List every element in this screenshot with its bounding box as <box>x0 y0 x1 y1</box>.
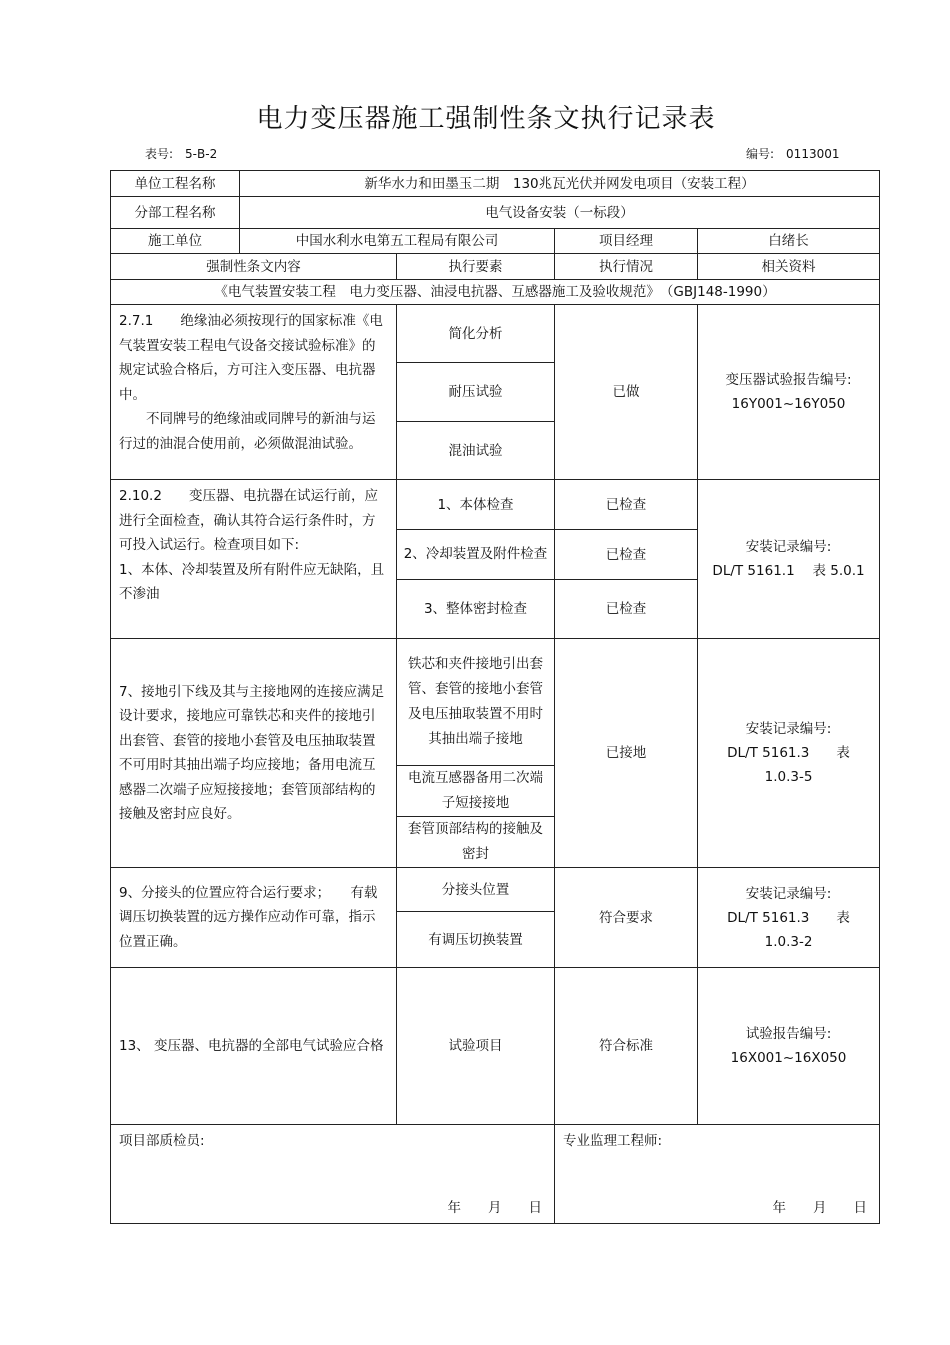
section-1-text-b: 不同牌号的绝缘油或同牌号的新油与运行过的油混合使用前，必须做混油试验。 <box>119 411 376 452</box>
supervisor-label: 专业监理工程师: <box>563 1133 663 1149</box>
supervisor-signature-cell <box>555 1125 880 1224</box>
section-1-text-a: 2.7.1 绝缘油必须按现行的国家标准《电气装置安装工程电气设备交接试验标准》的规定试验合格后，方可注入变压器、电抗器中。 <box>119 313 383 403</box>
row-contractor <box>111 229 880 254</box>
section-1-element-2: 耐压试验 <box>397 363 555 422</box>
section-1-doc-a: 变压器试验报告编号: <box>725 372 852 388</box>
section-1-docs <box>698 305 880 480</box>
qc-date: 年 月 日 <box>447 1200 542 1216</box>
unit-project-label: 单位工程名称 <box>111 171 240 197</box>
section-2-status-3: 已检查 <box>555 580 698 639</box>
section-2-doc-a: 安装记录编号: <box>745 539 832 555</box>
record-table <box>110 170 880 1224</box>
section-1-element-3: 混油试验 <box>397 422 555 480</box>
project-manager-label: 项目经理 <box>555 229 698 254</box>
row-unit-project <box>111 171 880 197</box>
section-2-status-2: 已检查 <box>555 530 698 580</box>
section-4-element-2: 有调压切换装置 <box>397 912 555 968</box>
header-docs: 相关资料 <box>698 254 880 280</box>
section-2-element-2: 2、冷却装置及附件检查 <box>397 530 555 580</box>
section-2-element-3: 3、整体密封检查 <box>397 580 555 639</box>
section-2-element-1: 1、本体检查 <box>397 480 555 530</box>
section-1-element-1: 简化分析 <box>397 305 555 363</box>
section-4-doc-c: 1.0.3-2 <box>764 933 813 950</box>
section-4-doc-b: DL/T 5161.3 表 <box>727 909 850 926</box>
section-2-text <box>111 480 397 639</box>
qc-inspector-label: 项目部质检员: <box>119 1133 205 1149</box>
section-5-doc-b: 16X001~16X050 <box>730 1050 847 1066</box>
serial-number-value: 0113001 <box>786 147 840 161</box>
qc-signature-cell <box>111 1125 397 1224</box>
section-5-row <box>111 968 880 1125</box>
section-3-element-3: 套管顶部结构的接触及密封 <box>397 817 555 868</box>
sub-project-value: 电气设备安装（一标段） <box>240 197 880 229</box>
header-elements: 执行要素 <box>397 254 555 280</box>
header-status: 执行情况 <box>555 254 698 280</box>
section-1-row <box>111 305 880 363</box>
section-3-element-1: 铁芯和夹件接地引出套管、套管的接地小套管及电压抽取装置不用时其抽出端子接地 <box>397 639 555 766</box>
supervisor-date: 年 月 日 <box>772 1200 868 1216</box>
section-2-docs <box>698 480 880 639</box>
section-3-doc-b: DL/T 5161.3 表 <box>727 745 850 761</box>
section-3-status: 已接地 <box>555 639 698 868</box>
contractor-label: 施工单位 <box>111 229 240 254</box>
section-4-docs <box>698 868 880 968</box>
section-5-status: 符合标准 <box>555 968 698 1125</box>
section-4-status: 符合要求 <box>555 868 698 968</box>
section-1-text <box>111 305 397 480</box>
row-standard <box>111 280 880 305</box>
signature-row <box>111 1125 880 1224</box>
page-title: 电力变压器施工强制性条文执行记录表 <box>256 104 716 134</box>
serial-number-label: 编号: <box>746 147 775 161</box>
section-3-doc-c: 1.0.3-5 <box>764 769 813 785</box>
section-5-element: 试验项目 <box>397 968 555 1125</box>
form-number-label: 表号: <box>145 147 174 161</box>
section-5-docs <box>698 968 880 1125</box>
section-4-element-1: 分接头位置 <box>397 868 555 912</box>
header-content: 强制性条文内容 <box>111 254 397 280</box>
section-2-text-b: 1、本体、冷却装置及所有附件应无缺陷，且不渗油 <box>119 561 385 602</box>
section-4-row <box>111 868 880 912</box>
section-2-status-1: 已检查 <box>555 480 698 530</box>
contractor-value: 中国水利水电第五工程局有限公司 <box>240 229 555 254</box>
section-3-element-2: 电流互感器备用二次端子短接接地 <box>397 766 555 817</box>
sub-project-label: 分部工程名称 <box>111 197 240 229</box>
row-sub-project <box>111 197 880 229</box>
standard-reference: 《电气装置安装工程 电力变压器、油浸电抗器、互感器施工及验收规范》 （GBJ148-1990） <box>111 280 880 305</box>
section-5-text: 13、 变压器、电抗器的全部电气试验应合格 <box>111 968 397 1125</box>
qc-date-cell <box>397 1125 555 1224</box>
project-manager-value: 白绪长 <box>698 229 880 254</box>
section-4-text: 9、分接头的位置应符合运行要求； 有载调压切换装置的远方操作应动作可靠，指示位置正确。 <box>111 868 397 968</box>
section-2-doc-b: DL/T 5161.1 表 5.0.1 <box>712 563 865 579</box>
section-3-docs <box>698 639 880 868</box>
unit-project-value: 新华水力和田墨玉二期 130兆瓦光伏并网发电项目（安装工程） <box>240 171 880 197</box>
section-3-text: 7、接地引下线及其与主接地网的连接应满足设计要求，接地应可靠铁芯和夹件的接地引出套管、套管的接地小套管及电压抽取装置不可用时其抽出端子均应接地；备用电流互感器二次端子应短接接地；套管顶部结构的接触及密封应良好。 <box>111 639 397 868</box>
section-4-doc-a: 安装记录编号: <box>745 885 832 902</box>
section-3-doc-a: 安装记录编号: <box>745 721 832 737</box>
section-2-row <box>111 480 880 530</box>
section-5-doc-a: 试验报告编号: <box>745 1026 832 1042</box>
section-3-row <box>111 639 880 766</box>
section-2-text-a: 2.10.2 变压器、电抗器在试运行前，应进行全面检查，确认其符合运行条件时，方可投入试运行。检查项目如下: <box>119 488 378 553</box>
serial-number <box>746 145 840 162</box>
form-number <box>145 145 217 162</box>
form-number-value: 5-B-2 <box>185 147 218 161</box>
row-headers <box>111 254 880 280</box>
section-1-status: 已做 <box>555 305 698 480</box>
section-1-doc-b: 16Y001~16Y050 <box>731 396 846 412</box>
